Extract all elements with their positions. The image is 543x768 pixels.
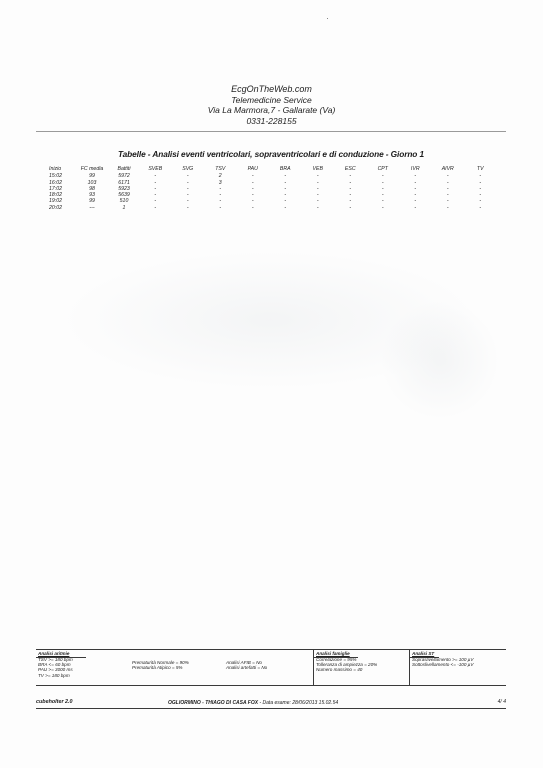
table-cell: - bbox=[154, 198, 157, 205]
table-cell: 20:02 bbox=[49, 204, 62, 211]
legend-line: Correlazione = 95% bbox=[316, 656, 357, 662]
table-cell: - bbox=[154, 173, 157, 180]
software-name: cubeholter 2.0 bbox=[36, 699, 73, 705]
table-cell: - bbox=[446, 204, 449, 211]
table-cell: - bbox=[284, 179, 287, 186]
legend-line: TSV >= 180 bpm bbox=[38, 656, 73, 662]
table-cell: 5639 bbox=[118, 192, 130, 199]
table-cell: 103 bbox=[87, 179, 97, 186]
table-cell: - bbox=[186, 185, 189, 192]
table-cell: - bbox=[381, 198, 384, 205]
table-cell: - bbox=[479, 204, 482, 211]
table-cell: --- bbox=[89, 204, 95, 211]
column-header: CPT bbox=[377, 166, 388, 172]
legend-prematurita bbox=[132, 660, 189, 671]
column-header: PAU bbox=[247, 166, 258, 172]
table-cell: - bbox=[381, 204, 384, 211]
column-header: SVEB bbox=[148, 166, 163, 172]
column-header: Battiti bbox=[117, 166, 131, 172]
column-header: IVR bbox=[410, 166, 420, 172]
table-cell: - bbox=[479, 179, 482, 186]
legend-famiglie bbox=[316, 651, 377, 673]
table-cell: - bbox=[381, 179, 384, 186]
table-cell: - bbox=[284, 204, 287, 211]
table-cell: - bbox=[219, 198, 222, 205]
table-cell: 5923 bbox=[118, 185, 130, 192]
column-header: Inizio bbox=[49, 166, 62, 172]
column-header: TSV bbox=[215, 166, 226, 172]
table-cell: - bbox=[154, 192, 157, 199]
table-cell: 3 bbox=[218, 179, 222, 186]
scan-speck bbox=[327, 18, 328, 19]
page-number: 4/ 4 bbox=[497, 699, 506, 705]
table-cell: - bbox=[479, 185, 482, 192]
table-cell: 16:02 bbox=[49, 179, 62, 186]
letterhead-address: Via La Marmora,7 - Gallarate (Va) bbox=[207, 105, 336, 115]
table-cell: - bbox=[414, 192, 417, 199]
page-footer bbox=[36, 699, 506, 707]
table-cell: - bbox=[349, 198, 352, 205]
page-title: Tabelle - Analisi eventi ventricolari, sopraventricolari e di conduzione - Giorno 1 bbox=[118, 149, 424, 159]
legend-aritmie bbox=[38, 651, 73, 678]
table-cell: - bbox=[284, 192, 287, 199]
column-header: VEB bbox=[312, 166, 323, 172]
table-cell: 510 bbox=[119, 198, 129, 205]
table-cell: - bbox=[316, 185, 319, 192]
table-cell: - bbox=[219, 192, 222, 199]
table-row bbox=[49, 205, 497, 211]
table-cell: - bbox=[154, 185, 157, 192]
table-cell: - bbox=[251, 192, 254, 199]
legend-line: BRA <= 60 bpm bbox=[38, 662, 71, 668]
table-cell: - bbox=[414, 173, 417, 180]
letterhead-phone: 0331-228155 bbox=[246, 115, 297, 126]
letterhead bbox=[0, 84, 543, 126]
table-cell: - bbox=[446, 179, 449, 186]
column-header: AIVR bbox=[441, 166, 454, 172]
scan-shadow bbox=[380, 300, 500, 420]
events-table bbox=[49, 166, 497, 211]
header-divider bbox=[36, 131, 506, 132]
table-cell: - bbox=[414, 179, 417, 186]
table-cell: - bbox=[251, 173, 254, 180]
table-cell: - bbox=[446, 198, 449, 205]
legend-line: TV >= 180 bpm bbox=[38, 672, 70, 678]
table-cell: - bbox=[154, 204, 157, 211]
table-cell: - bbox=[284, 185, 287, 192]
table-cell: - bbox=[186, 179, 189, 186]
legend-line: Analisi artefatti = No bbox=[226, 665, 268, 671]
table-cell: 18:02 bbox=[49, 192, 62, 199]
column-header: TV bbox=[476, 166, 484, 172]
exam-date: - Data esame: 28/06/2013 15.02.54 bbox=[258, 699, 339, 706]
table-cell: - bbox=[251, 179, 254, 186]
table-cell: - bbox=[446, 173, 449, 180]
legend-famiglie-title: Analisi famiglie bbox=[316, 651, 350, 656]
table-cell: - bbox=[251, 204, 254, 211]
table-cell: 2 bbox=[218, 173, 222, 180]
table-cell: - bbox=[414, 185, 417, 192]
table-cell: 6171 bbox=[118, 179, 130, 186]
patient-exam-info bbox=[168, 700, 338, 706]
legend-line: Analisi AFIB = No bbox=[226, 660, 262, 665]
table-cell: - bbox=[381, 185, 384, 192]
legend-st bbox=[412, 651, 473, 667]
table-cell: - bbox=[284, 198, 287, 205]
table-cell: 17:02 bbox=[49, 185, 62, 192]
table-cell: - bbox=[186, 198, 189, 205]
table-cell: - bbox=[316, 173, 319, 180]
legend-line: Prematurità Normale = 90% bbox=[132, 660, 189, 665]
table-cell: 19:02 bbox=[49, 198, 62, 205]
legend-line: Sottoslivellamento <= -100 µV bbox=[412, 662, 474, 668]
table-cell: - bbox=[479, 192, 482, 199]
legend-line: Sopraslivellamento >= 100 µV bbox=[412, 656, 474, 662]
legend-line: Numero massimo = 40 bbox=[316, 667, 363, 673]
legend-line: Tolleranza di ampiezza = 20% bbox=[316, 662, 378, 668]
legend-aritmie-title: Analisi aritmie bbox=[38, 651, 70, 656]
table-cell: - bbox=[251, 198, 254, 205]
legend-st-title: Analisi ST bbox=[412, 651, 435, 656]
events-table-body bbox=[49, 173, 497, 211]
table-cell: - bbox=[316, 179, 319, 186]
table-cell: - bbox=[154, 179, 157, 186]
table-cell: - bbox=[414, 204, 417, 211]
table-cell: - bbox=[446, 192, 449, 199]
footer-divider bbox=[36, 708, 506, 709]
table-cell: 98 bbox=[89, 185, 95, 192]
legend-divider bbox=[409, 650, 410, 685]
patient-name: OGLIORMINO - THIAGO DI CASA FOX bbox=[168, 699, 259, 706]
table-cell: - bbox=[349, 185, 352, 192]
table-cell: - bbox=[316, 204, 319, 211]
table-cell: - bbox=[186, 173, 189, 180]
table-cell: - bbox=[446, 185, 449, 192]
legend-line: PAU >= 3000 ms bbox=[38, 667, 73, 673]
table-cell: - bbox=[316, 192, 319, 199]
table-cell: - bbox=[349, 173, 352, 180]
settings-legend bbox=[36, 649, 506, 686]
column-header: ESC bbox=[344, 166, 356, 172]
table-cell: - bbox=[479, 173, 482, 180]
table-cell: 15:02 bbox=[49, 173, 62, 180]
legend-divider bbox=[313, 650, 314, 685]
table-cell: - bbox=[349, 204, 352, 211]
table-cell: - bbox=[381, 173, 384, 180]
legend-afib bbox=[226, 660, 267, 671]
column-header: BRA bbox=[279, 166, 291, 172]
table-header-row bbox=[49, 166, 497, 173]
letterhead-service: Telemedicine Service bbox=[231, 94, 312, 105]
table-cell: 99 bbox=[89, 173, 95, 180]
table-cell: - bbox=[479, 198, 482, 205]
legend-line: Prematurità Atipico = 5% bbox=[132, 665, 183, 671]
table-cell: - bbox=[186, 204, 189, 211]
column-header: FC media bbox=[80, 166, 104, 172]
table-cell: - bbox=[349, 192, 352, 199]
letterhead-site: EcgOnTheWeb.com bbox=[231, 84, 312, 94]
table-cell: 5972 bbox=[118, 173, 130, 180]
table-cell: - bbox=[219, 185, 222, 192]
column-header: SVG bbox=[182, 166, 194, 172]
table-cell: - bbox=[381, 192, 384, 199]
table-cell: - bbox=[219, 204, 222, 211]
table-cell: 99 bbox=[89, 198, 95, 205]
table-cell: - bbox=[349, 179, 352, 186]
table-cell: 1 bbox=[122, 204, 126, 211]
table-cell: - bbox=[414, 198, 417, 205]
table-cell: - bbox=[316, 198, 319, 205]
table-cell: 93 bbox=[89, 192, 95, 199]
table-cell: - bbox=[251, 185, 254, 192]
table-cell: - bbox=[284, 173, 287, 180]
table-cell: - bbox=[186, 192, 189, 199]
